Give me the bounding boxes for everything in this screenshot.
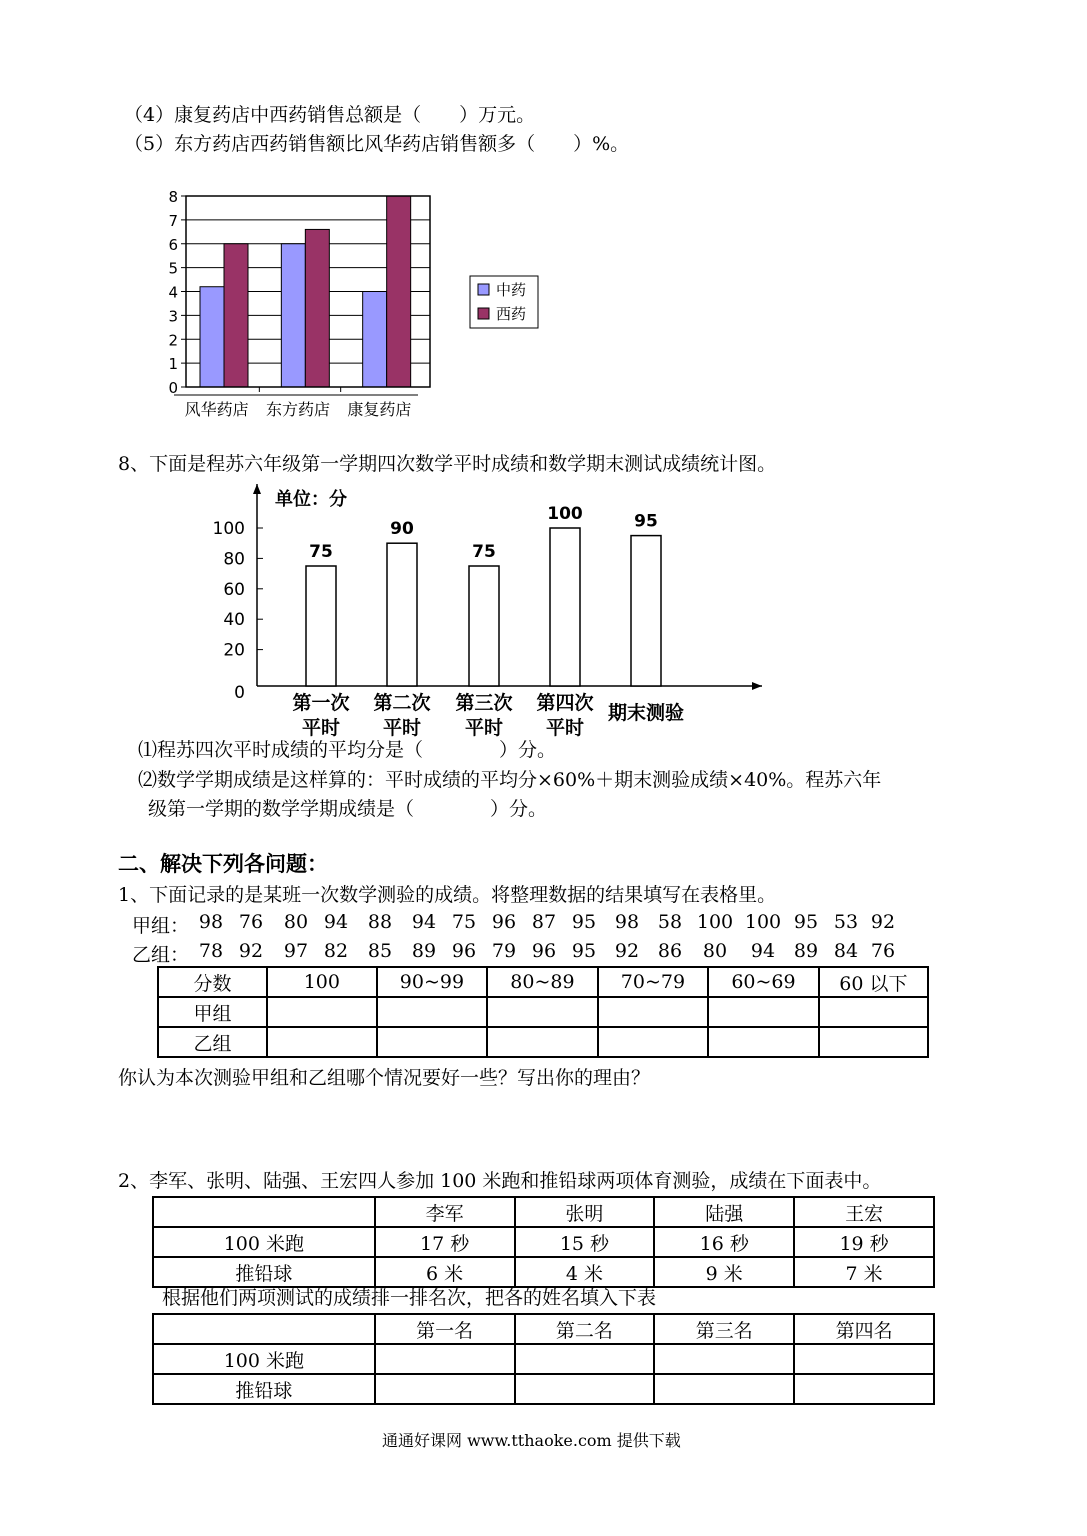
- bar: [200, 287, 224, 387]
- y-tick-label: 40: [223, 610, 245, 631]
- table-header-cell: 第二名: [515, 1314, 655, 1344]
- score-value: 80: [702, 940, 728, 962]
- score-bar: [631, 536, 661, 686]
- score-value: 76: [238, 911, 264, 933]
- table-row: [158, 1027, 928, 1057]
- y-tick-label: 60: [223, 579, 245, 600]
- score-value: 92: [870, 911, 896, 933]
- x-category-label: 康复药店: [347, 400, 412, 419]
- score-y-tick-labels: [213, 519, 245, 703]
- score-value: 96: [451, 940, 477, 962]
- answer-cell[interactable]: [487, 997, 598, 1027]
- score-value: 88: [367, 911, 393, 933]
- section-2-heading: 二、解决下列各问题：: [118, 851, 328, 876]
- y-tick-label: 0: [234, 683, 245, 703]
- y-tick-label: 0: [168, 379, 178, 397]
- x-category-label: 风华药店: [184, 400, 249, 419]
- y-tick-label: 100: [212, 519, 245, 539]
- question-8-sub2-line1: ⑵数学学期成绩是这样算的：平时成绩的平均分×60%＋期末测验成绩×40%。程苏六年: [138, 769, 882, 791]
- legend-label: 中药: [496, 281, 527, 299]
- table-header-cell: 80~89: [487, 967, 598, 997]
- category-label-line1: 第二次: [373, 692, 431, 714]
- bar: [281, 244, 305, 387]
- score-value: 92: [238, 940, 264, 962]
- group-b-label: 乙组：: [132, 944, 190, 966]
- table-cell: 15 秒: [515, 1227, 655, 1257]
- answer-cell[interactable]: [377, 1027, 488, 1057]
- x-axis-arrow: [752, 682, 762, 690]
- score-value: 87: [531, 911, 557, 933]
- table-header-cell: 60 以下: [819, 967, 928, 997]
- y-tick-label: 80: [223, 549, 245, 570]
- score-bar: [550, 528, 580, 686]
- score-value: 82: [323, 940, 349, 962]
- problem-1-intro: 1、下面记录的是某班一次数学测验的成绩。将整理数据的结果填写在表格里。: [118, 884, 777, 906]
- score-value: 58: [657, 911, 683, 933]
- answer-cell[interactable]: [375, 1374, 515, 1404]
- score-value: 96: [531, 940, 557, 962]
- answer-cell[interactable]: [794, 1344, 934, 1374]
- y-tick-label: 2: [168, 331, 178, 350]
- answer-cell[interactable]: [375, 1344, 515, 1374]
- row-label: 推铅球: [153, 1374, 375, 1404]
- answer-cell[interactable]: [654, 1344, 794, 1374]
- score-value: 53: [833, 911, 859, 933]
- score-value: 85: [367, 940, 393, 962]
- table-cell: 6 米: [375, 1257, 515, 1287]
- score-bar: [387, 543, 417, 686]
- question-5: （5）东方药店西药销售额比风华药店销售额多（ ）%。: [124, 133, 630, 155]
- score-value: 96: [491, 911, 517, 933]
- y-tick-label: 7: [168, 211, 178, 230]
- table-header-cell: [153, 1197, 375, 1227]
- y-tick-label: 20: [223, 640, 245, 661]
- unit-label: 单位：分: [275, 489, 347, 510]
- answer-cell[interactable]: [654, 1374, 794, 1404]
- table-cell: 16 秒: [654, 1227, 794, 1257]
- group-a-label: 甲组：: [132, 915, 190, 937]
- table-cell: 17 秒: [375, 1227, 515, 1257]
- score-category-labels: [292, 691, 684, 738]
- table-header-row: [153, 1314, 934, 1344]
- score-value: 86: [657, 940, 683, 962]
- bar: [224, 244, 248, 387]
- score-value: 94: [750, 940, 776, 962]
- answer-cell[interactable]: [794, 1374, 934, 1404]
- table-cell: 7 米: [794, 1257, 934, 1287]
- problem-2-instruction: 根据他们两项测试的成绩排一排名次，把各的姓名填入下表: [162, 1287, 657, 1309]
- score-value: 79: [491, 940, 517, 962]
- question-4: （4）康复药店中西药销售总额是（ ）万元。: [124, 104, 536, 126]
- question-8-sub2-line2: 级第一学期的数学学期成绩是（ ）分。: [148, 798, 548, 820]
- score-value: 95: [571, 940, 597, 962]
- bar: [363, 292, 387, 388]
- table-row: [153, 1227, 934, 1257]
- score-value: 95: [793, 911, 819, 933]
- sports-results-table: [152, 1196, 935, 1288]
- y-tick-label: 3: [168, 307, 178, 326]
- category-label-line1: 第三次: [455, 692, 513, 714]
- table-header-cell: 60~69: [708, 967, 819, 997]
- x-category-label: 东方药店: [265, 400, 331, 419]
- footer: 通通好课网 www.tthaoke.com 提供下载: [382, 1431, 681, 1450]
- y-tick-label: 4: [168, 283, 178, 302]
- score-value: 75: [451, 911, 477, 933]
- problem-2-intro: 2、李军、张明、陆强、王宏四人参加 100 米跑和推铅球两项体育测验，成绩在下面表中。: [118, 1170, 882, 1192]
- answer-cell[interactable]: [708, 997, 819, 1027]
- chart-bars: [200, 196, 411, 387]
- ranking-table: [152, 1313, 935, 1405]
- legend-swatch: [478, 308, 489, 319]
- row-label: 100 米跑: [153, 1344, 375, 1374]
- table-cell: 推铅球: [153, 1257, 375, 1287]
- table-row: [153, 1344, 934, 1374]
- score-value: 98: [614, 911, 640, 933]
- group-b-scores: [132, 940, 900, 967]
- question-8-sub1: ⑴程苏四次平时成绩的平均分是（ ）分。: [138, 739, 557, 761]
- answer-cell[interactable]: [819, 997, 928, 1027]
- score-value: 80: [283, 911, 309, 933]
- score-value: 89: [793, 940, 819, 962]
- score-value-labels: [309, 504, 658, 562]
- table-header-cell: 分数: [158, 967, 267, 997]
- score-value: 94: [323, 911, 349, 933]
- table-header-cell: 王宏: [794, 1197, 934, 1227]
- legend-label: 西药: [496, 305, 527, 323]
- y-tick-labels: [168, 188, 178, 397]
- chart-legend: [470, 276, 538, 328]
- bar: [387, 196, 411, 387]
- x-category-labels: [185, 400, 412, 419]
- table-header-cell: 第三名: [654, 1314, 794, 1344]
- table-header-cell: 100: [267, 967, 377, 997]
- answer-cell[interactable]: [598, 997, 709, 1027]
- score-distribution-table: [157, 966, 929, 1058]
- question-8-title: 8、下面是程苏六年级第一学期四次数学平时成绩和数学期末测试成绩统计图。: [118, 453, 777, 475]
- score-value-label: 90: [390, 519, 414, 540]
- category-label-line2: 平时: [301, 717, 341, 738]
- table-header-cell: 陆强: [654, 1197, 794, 1227]
- score-value: 84: [833, 940, 859, 962]
- row-label: 乙组: [158, 1027, 267, 1057]
- y-tick-label: 6: [168, 235, 178, 254]
- answer-cell[interactable]: [708, 1027, 819, 1057]
- score-value-label: 100: [547, 504, 583, 524]
- score-value: 100: [744, 911, 782, 933]
- y-tick-label: 5: [168, 259, 178, 278]
- category-label-line1: 第四次: [536, 692, 594, 714]
- score-value: 94: [411, 911, 437, 933]
- legend-swatch: [478, 284, 489, 295]
- table-header-row: [153, 1197, 934, 1227]
- category-label-line1: 第一次: [292, 692, 350, 714]
- category-label-line2: 平时: [464, 717, 504, 738]
- table-header-row: [158, 967, 928, 997]
- table-header-cell: 90~99: [377, 967, 488, 997]
- table-header-cell: 张明: [515, 1197, 655, 1227]
- table-header-cell: [153, 1314, 375, 1344]
- group-a-scores: [132, 911, 900, 938]
- y-axis-arrow: [253, 484, 261, 494]
- score-bar: [306, 566, 336, 686]
- table-header-cell: 第一名: [375, 1314, 515, 1344]
- category-label: 期末测验: [607, 702, 685, 724]
- score-value-label: 75: [309, 542, 333, 562]
- table-cell: 19 秒: [794, 1227, 934, 1257]
- table-header-cell: 70~79: [598, 967, 709, 997]
- score-value: 78: [198, 940, 224, 962]
- table-row: [158, 997, 928, 1027]
- bar: [305, 229, 329, 387]
- answer-cell[interactable]: [377, 997, 488, 1027]
- table-header-cell: 李军: [375, 1197, 515, 1227]
- answer-cell[interactable]: [487, 1027, 598, 1057]
- score-value: 95: [571, 911, 597, 933]
- answer-cell[interactable]: [267, 1027, 377, 1057]
- y-tick-label: 8: [168, 188, 178, 206]
- score-value: 97: [283, 940, 309, 962]
- category-label-line2: 平时: [545, 717, 585, 738]
- score-value: 100: [696, 911, 734, 933]
- score-value: 98: [198, 911, 224, 933]
- answer-cell[interactable]: [267, 997, 377, 1027]
- table-cell: 100 米跑: [153, 1227, 375, 1257]
- table-cell: 9 米: [654, 1257, 794, 1287]
- y-tick-label: 1: [168, 355, 178, 374]
- answer-cell[interactable]: [515, 1374, 655, 1404]
- table-row: [153, 1257, 934, 1287]
- table-row: [153, 1374, 934, 1404]
- row-label: 甲组: [158, 997, 267, 1027]
- score-value: 89: [411, 940, 437, 962]
- pharmacy-sales-chart: [160, 180, 580, 420]
- problem-1-question: 你认为本次测验甲组和乙组哪个情况要好一些？写出你的理由？: [118, 1067, 651, 1089]
- category-label-line2: 平时: [382, 717, 422, 738]
- score-bar-chart: [195, 478, 775, 738]
- score-value: 92: [614, 940, 640, 962]
- table-header-cell: 第四名: [794, 1314, 934, 1344]
- answer-cell[interactable]: [515, 1344, 655, 1374]
- answer-cell[interactable]: [598, 1027, 709, 1057]
- score-value-label: 95: [634, 511, 658, 532]
- score-value: 76: [870, 940, 896, 962]
- score-bar: [469, 566, 499, 686]
- score-value-label: 75: [472, 542, 496, 562]
- answer-cell[interactable]: [819, 1027, 928, 1057]
- table-cell: 4 米: [515, 1257, 655, 1287]
